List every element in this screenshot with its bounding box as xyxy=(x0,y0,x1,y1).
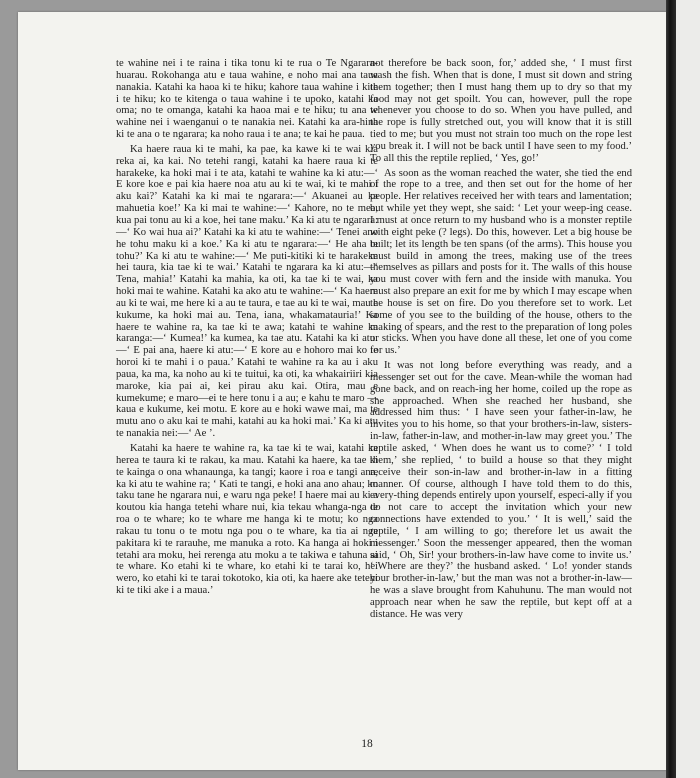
english-text-column xyxy=(370,58,632,621)
paragraph: As soon as the woman reached the water, she tied the end of the rope to a tree, and then set out for the home of her people. Her relatives received her with tears and lamentation; but while yet they wept, she said: ‘ Let your weep-ing cease. I must at once return to my husband who is a monster reptile with eight peke (? legs). Do this, however. Let a big house be built; let its length be ten spans (of the arms). This house you must build in among the trees, making use of the trees themselves as pillars and posts for it. The walls of this house you must cover with fern and the inside with manuka. You must also prepare an exit for me by which I may escape when the house is set on fire. Do you therefore set to work. Let some of you see to the building of the house, others to the making of spears, and the rest to the preparation of long poles or sticks. When you have done all these, let one of you come for us.’ xyxy=(370,167,632,357)
book-page xyxy=(18,12,668,770)
paragraph: Ka haere raua ki te mahi, ka pae, ka kawe ki te wai kia reka ai, ka kai. No tetehi rangi, katahi ka haere raua ki te harakeke, ka hoki mai i te ata, katahi te wahine ka ki atu:—‘ E kore koe e pai kia haere noa atu au ki te wai, ki te mahi i aku kai?’ Katahi ka ki mai te ngarara:—‘ Akuanei au ka mahuetia koe!’ Ka ki mai te wahine:—‘ Kahore, no te mea, kua pai tonu au ki a koe, hei tane maku.’ Ka ki atu te ngarara:—‘ Ko wai hua ai?’ Katahi ka ki atu te wahine:—‘ Tenei ano he tohu maku ki a koe.’ Ka ki atu te ngarara:—‘ He aha te tohu?’ Ka ki atu te wahine:—‘ Me puti-kitiki ki te harakeke hei taura, kia tae ki te wai.’ Katahi te ngarara ka ki atu:—‘ Tena, mahia!’ Katahi ka mahia, ka oti, ka tae ki te wai, ka hoki mai te wahine. Katahi ka ako atu te wahine:—‘ Ka haere au ki te wai, me here ki a au te taura, e tae au ki te wai, mau e kukume, ka hoki mai au. Tena, iana, whakamatauria!’ Ka haere te wahine ra, ka tae ki te awa; katahi te wahine ka karanga:—‘ Kumea!’ ka kumea, ka tae atu. Katahi ka ki atu:—‘ E pai ana, haere ki atu:—‘ E kore au e hohoro mai ko te horoi ki te mahi i o paua.’ Katahi te wahine ra ka au i aku paua, ka ma, ka noho au ki te tuitui, ka oti, ka whakairiiri kia maroke, kia pai ai, kei pirau aku kai. Otira, mau e kumekume; e maro—ei te here tonu i a au; e kahu te maro —kaua e kukume, kei motu. E kore au e hoki wawe mai, ma te mutu ano o aku kai te mahi, katahi au ka hoki mai.’ Ka ki atu te nanakia nei:—‘ Ae ’. xyxy=(116,143,378,440)
page-number: 18 xyxy=(361,738,373,750)
paragraph: Katahi ka haere te wahine ra, ka tae ki te wai, katahi ka herea te taura ki te rakau, ka mau. Katahi ka haere, ka tae ki te kainga o ona whanaunga, ka tangi; kaore i roa e tangi ana, ka ki atu te wahine ra; ‘ Kati te tangi, e hoki ana ano ahau; ko taku tane he ngarara nui, e waru nga peke! I haere mai au ki a koutou kia hanga tetehi whare nui, kia tekau whanga-nga te roa o te whare; ko te whare me hanga ki te motu; ko nga rakau tu tonu o te motu nga pou o te whare, ka tia ai nga pakitara ki te rarauhe, me manuka a roto. Ka hanga ai hoki i tetahi ara moku, hei rerenga atu moku a te takiwa e tahuna ai te whare. Ko etahi ki te whare, ko etahi ki te tarai ko, hei wero, ko etahi ki te tarai tokotoko, kia oti, ka haere ake tetehi ki te tiki ake i a maua.’ xyxy=(116,443,378,597)
paragraph: It was not long before everything was ready, and a messenger set out for the cave. Mean-while the woman had gone back, and on reach-ing her home, coiled up the rope as she approached. When she reached her husband, she addressed him thus: ‘ I have seen your father-in-law, he invites you to his home, so that your brothers-in-law, sisters-in-law, father-in-law, and mother-in-law may greet you.’ The reptile asked, ‘ When does he want us to come?’ ‘ I told them,’ she replied, ‘ to build a house so that they might receive their son-in-law and brother-in-law in a fitting manner. Of course, although I have told them to do this, every-thing depends entirely upon yourself, especi-ally if you do not care to accept the invitation which your new connections have extended to you.’ ‘ It is well,’ said the reptile, ‘ I am willing to go; therefore let us await the messenger.’ Soon the messenger appeared, then the woman said, ‘ Oh, Sir! your brothers-in-law have come to invite us.’ ‘ Where are they?’ the husband asked. ‘ Lo! yonder stands your brother-in-law,’ but the man was not a brother-in-law— he was a slave brought from Kahuhunu. The man would not approach near when he saw the reptile, but kept off at a distance. He was very xyxy=(370,360,632,620)
facing-page-edge xyxy=(676,0,700,778)
maori-text-column xyxy=(116,58,378,597)
book-gutter xyxy=(666,0,676,778)
paragraph: not therefore be back soon, for,’ added she, ‘ I must first wash the fish. When that is done, I must sit down and string them together; then I must hang them up to dry so that my food may not get spoilt. You can, however, pull the rope whenever you choose to do so. When you have pulled, and the rope is fully stretched out, you will know that it is still tied to me; but you must not strain too much on the rope lest you break it. I will not be back until I have seen to my food.’ To all this the reptile replied, ‘ Yes, go!’ xyxy=(370,58,632,164)
paragraph: te wahine nei i te raina i tika tonu ki te rua o Te Ngarara-huarau. Rokohanga atu e taua wahine, e noho mai ana taua nanakia. Katahi ka haoa ki te hiku; kahore taua wahine i kite i te hiku; ko te kitenga o taua wahine i te upoko, katahi ka oma; no te omanga, katahi ka haoa mai e te hiku; tu ana te wahine nei i waenganui o te nanakia nei. Katahi ka ara-hina ki te ana o te ngarara; ka noho raua i te ana; te kai he paua. xyxy=(116,58,378,141)
